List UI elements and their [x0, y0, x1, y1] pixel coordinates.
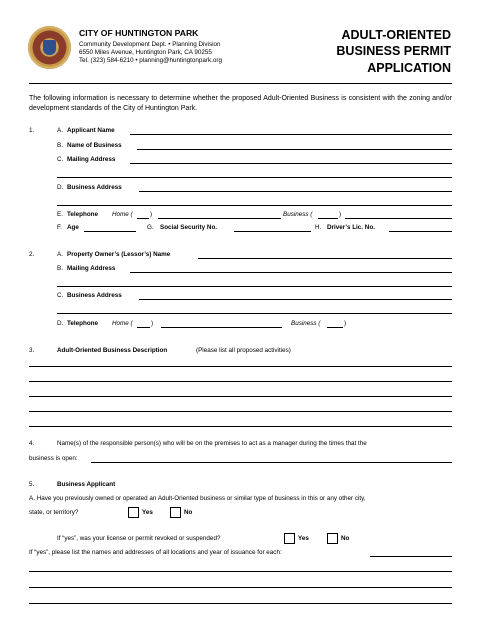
s4-manager-question-cont: business is open: — [29, 455, 78, 462]
section1-number: 1. — [29, 127, 35, 134]
s2-home-area-code-field[interactable] — [137, 327, 150, 328]
s1-applicant-name-label: Applicant Name — [67, 127, 115, 134]
intro-paragraph: The following information is necessary to determine whether the proposed Adult-Oriented Business is consistent with the zoning and/or development standards of the City of Huntington Park. — [29, 95, 452, 112]
s1-drivers-license-label: Driver’s Lic. No. — [327, 224, 375, 231]
s5-revoked-no-checkbox[interactable] — [327, 533, 338, 544]
s1-applicant-name-field[interactable] — [130, 134, 452, 135]
s1-mailing-address-field-2[interactable] — [57, 177, 452, 178]
s1-mailing-address-label: Mailing Address — [67, 156, 116, 163]
s3-description-line-1[interactable] — [29, 366, 452, 367]
s1-business-name-label: Name of Business — [67, 142, 122, 149]
section2-number: 2. — [29, 251, 35, 258]
s2-d-letter: D. — [57, 320, 64, 327]
s2-home-label: Home ( — [112, 320, 133, 327]
s5-revoked-question: If “yes”, was your license or permit revoked or suspended? — [57, 535, 221, 542]
s2-home-phone-field[interactable] — [161, 327, 282, 328]
s1-g-letter: G. — [147, 224, 154, 231]
s1-business-name-field[interactable] — [137, 149, 452, 150]
s5-list-line-3[interactable] — [29, 603, 452, 604]
s5-qa-yes-checkbox[interactable] — [128, 507, 139, 518]
s2-owner-name-label: Property Owner’s (Lessor’s) Name — [67, 251, 171, 258]
s2-mailing-address-field[interactable] — [130, 272, 452, 273]
s3-description-line-5[interactable] — [29, 426, 452, 427]
s3-description-label: Adult-Oriented Business Description — [57, 347, 168, 354]
header-divider — [29, 83, 452, 84]
s5-list-question: If “yes”, please list the names and addresses of all locations and year of issuance for each: — [29, 549, 282, 556]
s2-business-address-field-2[interactable] — [57, 313, 452, 314]
s1-drivers-license-field[interactable] — [389, 231, 452, 232]
s5-q-a-text: A. Have you previously owned or operated an Adult-Oriented business or similar type of business in this or any other city, — [29, 495, 366, 502]
s2-business-address-field[interactable] — [139, 299, 452, 300]
s1-business-area-code-field[interactable] — [318, 218, 338, 219]
s1-a-letter: A. — [57, 127, 63, 134]
s2-b-letter: B. — [57, 265, 63, 272]
s1-age-label: Age — [67, 224, 79, 231]
dept-line: Community Development Dept. • Planning Division — [79, 41, 221, 48]
s5-revoked-no-label: No — [341, 535, 350, 542]
s2-business-paren: ) — [344, 320, 347, 327]
s2-mailing-address-label: Mailing Address — [67, 265, 116, 272]
s5-business-applicant-label: Business Applicant — [57, 481, 116, 488]
s2-business-phone-label: Business ( — [291, 320, 321, 327]
city-seal-logo — [28, 26, 71, 69]
s1-home-paren: ) — [150, 211, 153, 218]
s5-revoked-yes-label: Yes — [298, 535, 309, 542]
s3-description-line-2[interactable] — [29, 381, 452, 382]
s1-age-field[interactable] — [84, 231, 136, 232]
s1-ssn-field[interactable] — [234, 231, 311, 232]
s5-qa-yes-label: Yes — [142, 509, 153, 516]
s1-ssn-label: Social Security No. — [160, 224, 218, 231]
s1-home-area-code-field[interactable] — [137, 218, 149, 219]
s4-manager-names-field[interactable] — [91, 462, 452, 463]
s2-owner-name-field[interactable] — [198, 258, 452, 259]
s3-description-line-4[interactable] — [29, 411, 452, 412]
s1-c-letter: C. — [57, 156, 64, 163]
contact-line: Tel. (323) 584-6210 • planning@huntingtonpark.org — [79, 57, 223, 64]
s1-telephone-label: Telephone — [67, 211, 99, 218]
section3-number: 3. — [29, 347, 35, 354]
s1-business-address-field[interactable] — [139, 191, 452, 192]
s1-e-letter: E. — [57, 211, 63, 218]
s2-a-letter: A. — [57, 251, 63, 258]
s1-business-phone-label: Business ( — [283, 211, 313, 218]
address-line: 6550 Miles Avenue, Huntington Park, CA 90255 — [79, 49, 212, 56]
form-title-line1: ADULT-ORIENTED — [341, 28, 451, 42]
s5-q-a-text-cont: state, or territory? — [29, 509, 79, 516]
s1-mailing-address-field[interactable] — [130, 163, 452, 164]
s1-f-letter: F. — [57, 224, 62, 231]
s1-h-letter: H. — [315, 224, 322, 231]
s1-home-label: Home ( — [112, 211, 133, 218]
s3-description-note: (Please list all proposed activities) — [196, 347, 291, 354]
section4-number: 4. — [29, 440, 35, 447]
s3-description-line-3[interactable] — [29, 396, 452, 397]
s5-qa-no-checkbox[interactable] — [170, 507, 181, 518]
s2-mailing-address-field-2[interactable] — [57, 286, 452, 287]
s4-manager-question: Name(s) of the responsible person(s) who will be on the premises to act as a manager during the times that the — [57, 440, 367, 447]
form-title-line3: APPLICATION — [367, 61, 451, 75]
org-name: CITY OF HUNTINGTON PARK — [79, 28, 199, 38]
s5-list-field[interactable] — [370, 556, 452, 557]
s5-revoked-yes-checkbox[interactable] — [284, 533, 295, 544]
form-title-line2: BUSINESS PERMIT — [336, 44, 451, 58]
s1-home-phone-field[interactable] — [158, 218, 281, 219]
s5-list-line-1[interactable] — [29, 571, 452, 572]
section5-number: 5. — [29, 481, 35, 488]
s1-business-address-label: Business Address — [67, 184, 122, 191]
s2-c-letter: C. — [57, 292, 64, 299]
s5-list-line-2[interactable] — [29, 587, 452, 588]
s1-business-address-field-2[interactable] — [57, 205, 452, 206]
s2-business-area-code-field[interactable] — [327, 327, 343, 328]
s5-qa-no-label: No — [184, 509, 193, 516]
s2-business-address-label: Business Address — [67, 292, 122, 299]
s2-home-paren: ) — [151, 320, 154, 327]
s2-telephone-label: Telephone — [67, 320, 99, 327]
s1-b-letter: B. — [57, 142, 63, 149]
s1-business-paren: ) — [339, 211, 342, 218]
s1-business-phone-field[interactable] — [345, 218, 452, 219]
s1-d-letter: D. — [57, 184, 64, 191]
